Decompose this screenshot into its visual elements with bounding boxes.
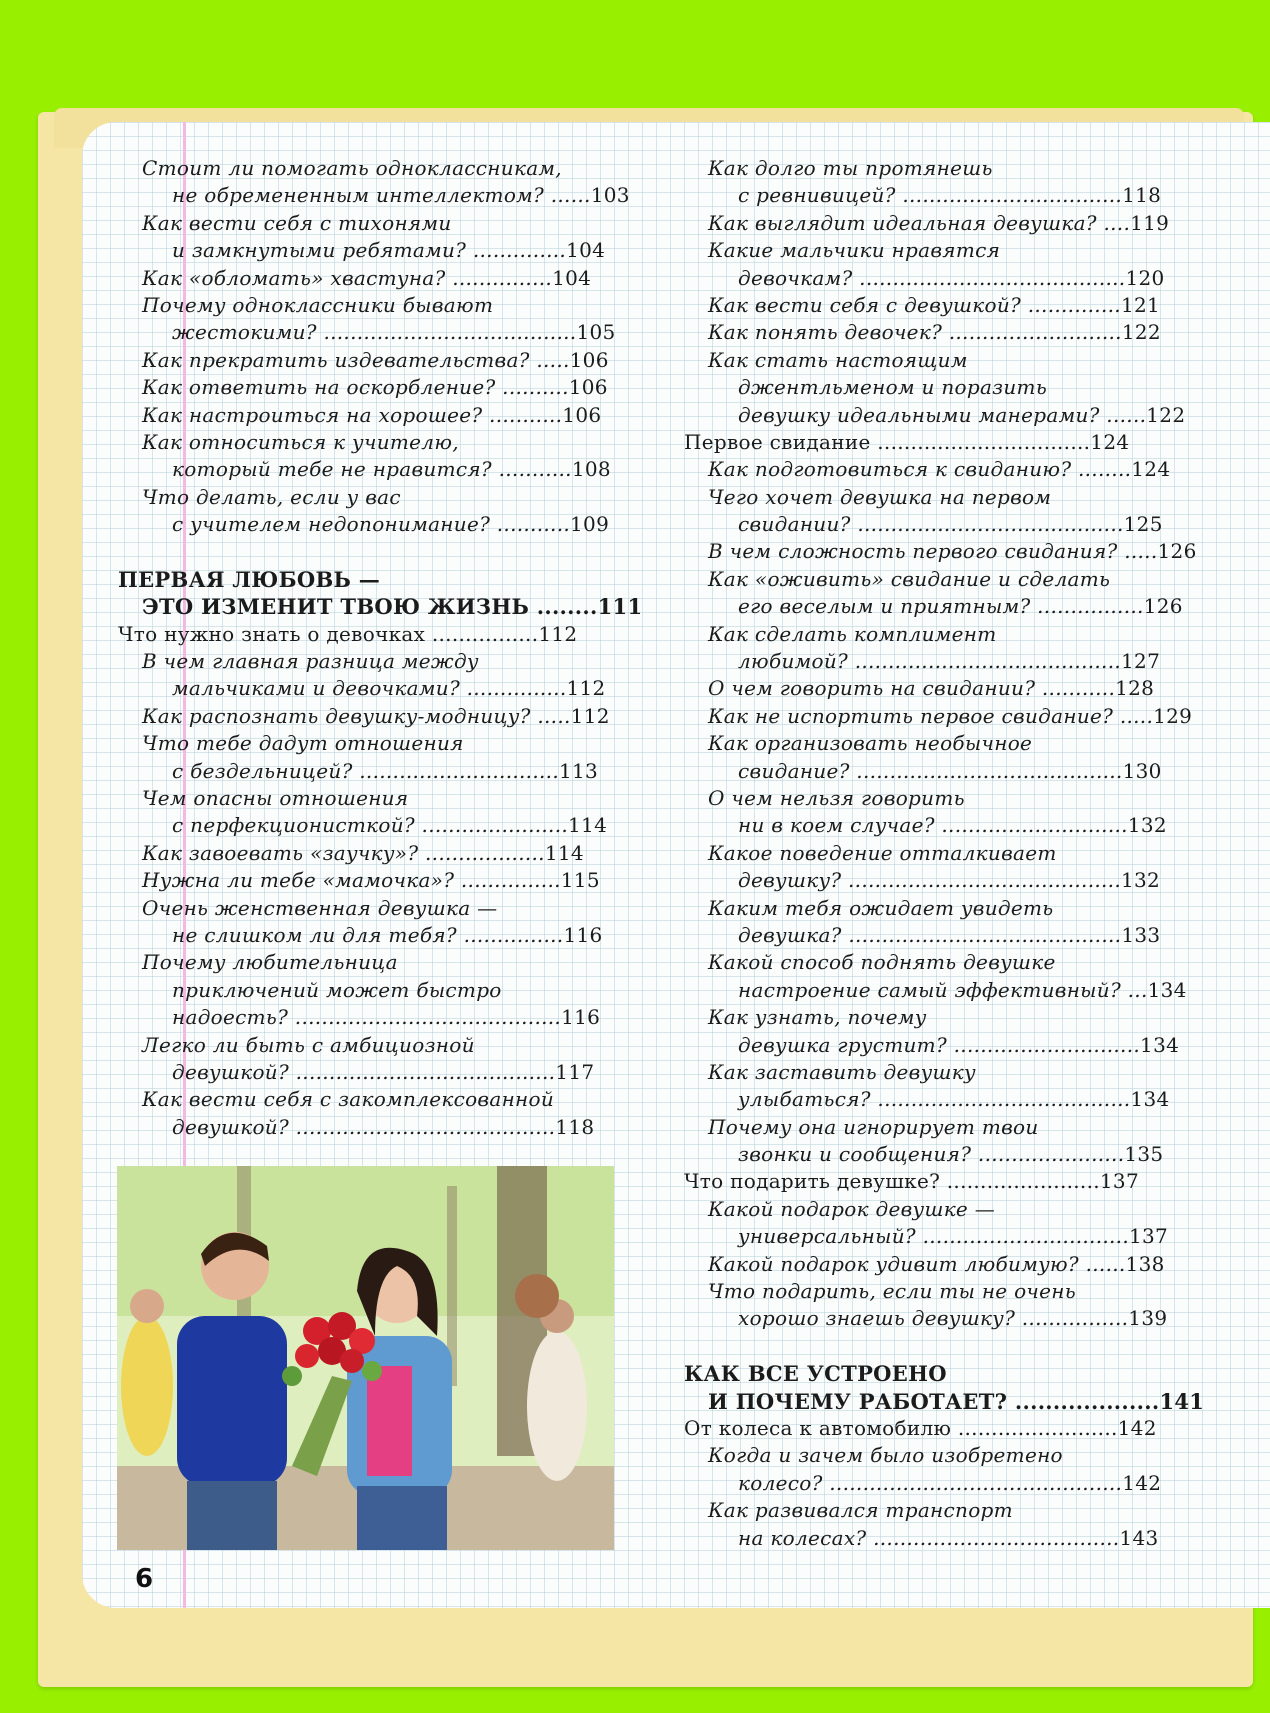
- toc-entry-title: Как стать настоящим: [708, 347, 968, 372]
- toc-entry: [118, 456, 613, 483]
- toc-entry-title: Какой способ поднять девушке: [708, 950, 1056, 975]
- toc-entry-page: 116: [563, 922, 603, 947]
- toc-entry: [118, 730, 613, 757]
- toc-entry-page: 134: [1140, 1032, 1180, 1057]
- toc-entry: [118, 347, 613, 374]
- toc-entry: [118, 949, 613, 976]
- toc-entry-title: Как относиться к учителю,: [142, 429, 459, 454]
- toc-entry: [684, 374, 1179, 401]
- toc-entry-page: 134: [1130, 1087, 1170, 1112]
- toc-entry-title: Что тебе дадут отношения: [142, 731, 464, 756]
- toc-entry-title: Как ответить на оскорбление? ..........: [142, 375, 569, 400]
- toc-entry-title: Как завоевать «заучку»? ..................: [142, 840, 545, 865]
- toc-entry: [684, 922, 1179, 949]
- toc-entry: [684, 675, 1179, 702]
- toc-entry-title: Как настроиться на хорошее? ...........: [142, 402, 563, 427]
- toc-entry-title: Как понять девочек? ..........................: [708, 320, 1122, 345]
- toc-entry-page: 135: [1124, 1142, 1164, 1167]
- toc-entry: [684, 1114, 1179, 1141]
- toc-entry-title: О чем нельзя говорить: [708, 785, 965, 810]
- toc-entry: [684, 237, 1179, 264]
- toc-entry-title: КАК ВСЕ УСТРОЕНО: [684, 1361, 947, 1387]
- toc-entry-title: колесо? ............................................: [738, 1470, 1123, 1495]
- toc-entry-title: с бездельницей? ..............................: [172, 758, 559, 783]
- toc-entry-title: Чем опасны отношения: [142, 785, 409, 810]
- toc-entry: [118, 922, 613, 949]
- toc-entry-page: 142: [1117, 1415, 1157, 1440]
- toc-entry-title: Как вести себя с тихонями: [142, 210, 452, 235]
- toc-entry: [118, 812, 613, 839]
- toc-entry: [684, 1415, 1179, 1442]
- toc-entry: [684, 812, 1179, 839]
- toc-entry-page: 120: [1125, 265, 1165, 290]
- toc-entry-title: Очень женственная девушка —: [142, 895, 498, 920]
- toc-entry-title: не обремененным интеллектом? ......: [172, 183, 591, 208]
- toc-entry-title: Как развивался транспорт: [708, 1498, 1013, 1523]
- toc-entry-title: Как «обломать» хвастуна? ...............: [142, 265, 553, 290]
- toc-entry-title: на колесах? .....................................: [738, 1525, 1120, 1550]
- toc-entry-page: 103: [590, 183, 630, 208]
- toc-entry: [684, 1442, 1179, 1469]
- toc-entry: [684, 210, 1179, 237]
- toc-entry-title: Какие мальчики нравятся: [708, 238, 1001, 263]
- toc-entry-page: 104: [566, 238, 606, 263]
- toc-entry-title: девушка? .........................................: [738, 922, 1122, 947]
- toc-entry: [118, 511, 613, 538]
- toc-entry-page: 141: [1159, 1388, 1205, 1414]
- toc-entry: [684, 347, 1179, 374]
- toc-entry-page: 138: [1125, 1251, 1165, 1276]
- toc-entry: [684, 949, 1179, 976]
- toc-entry-page: 139: [1128, 1306, 1168, 1331]
- toc-entry-title: девушка грустит? ............................: [738, 1032, 1141, 1057]
- toc-entry-page: 111: [597, 594, 643, 620]
- toc-entry-title: Как подготовиться к свиданию? ........: [708, 457, 1132, 482]
- toc-entry: [684, 1032, 1179, 1059]
- toc-entry-title: ни в коем случае? ............................: [738, 813, 1128, 838]
- toc-entry-title: В чем сложность первого свидания? .....: [708, 539, 1158, 564]
- toc-entry: [118, 210, 613, 237]
- toc-entry: [118, 319, 616, 346]
- toc-entry-title: и замкнутыми ребятами? ..............: [172, 238, 567, 263]
- toc-entry-page: 132: [1120, 868, 1161, 893]
- toc-entry-page: 126: [1143, 594, 1183, 619]
- toc-entry-title: который тебе не нравится? ...........: [172, 457, 572, 482]
- toc-entry-title: Какой подарок удивит любимую? ......: [708, 1251, 1126, 1276]
- toc-entry: [684, 155, 1179, 182]
- toc-entry: [118, 237, 613, 264]
- toc-entry: [684, 867, 1179, 894]
- toc-entry-page: 118: [555, 1114, 595, 1139]
- toc-entry-title: И ПОЧЕМУ РАБОТАЕТ? ...................: [708, 1388, 1160, 1414]
- toc-entry: [118, 566, 613, 593]
- toc-entry: [684, 292, 1179, 319]
- toc-entry-page: 133: [1121, 922, 1161, 947]
- toc-entry-title: Первое свидание ................................: [684, 429, 1091, 454]
- toc-entry: [118, 1032, 613, 1059]
- toc-entry-title: свидание? ........................................: [738, 758, 1123, 783]
- toc-entry-title: Что нужно знать о девочках ................: [118, 621, 539, 646]
- toc-entry-title: с ревнивицей? .................................: [738, 183, 1123, 208]
- toc-entry: [684, 265, 1179, 292]
- toc-left-column: [118, 155, 643, 1141]
- toc-entry: [118, 182, 630, 209]
- toc-entry: [118, 402, 613, 429]
- toc-entry-title: О чем говорить на свидании? ...........: [708, 676, 1116, 701]
- toc-entry-title: с учителем недопонимание? ...........: [172, 512, 571, 537]
- toc-entry-title: джентльменом и поразить: [738, 375, 1048, 400]
- toc-entry-page: 109: [570, 512, 610, 537]
- toc-entry: [118, 1059, 613, 1086]
- toc-entry: [684, 1223, 1179, 1250]
- page-number: 6: [135, 1564, 154, 1594]
- toc-entry: [684, 648, 1179, 675]
- toc-entry: [684, 511, 1179, 538]
- toc-entry-title: Как организовать необычное: [708, 731, 1033, 756]
- toc-entry-page: 118: [1122, 183, 1162, 208]
- toc-entry-title: Как вести себя с девушкой? ..............: [708, 292, 1121, 317]
- toc-entry: [684, 319, 1179, 346]
- toc-entry-title: Как вести себя с закомплексованной: [142, 1087, 555, 1112]
- toc-entry: [118, 1004, 613, 1031]
- toc-entry: [118, 675, 613, 702]
- toc-entry-page: 124: [1090, 429, 1130, 454]
- toc-entry: [684, 1278, 1179, 1305]
- toc-entry-page: 112: [570, 703, 610, 728]
- toc-entry: [118, 155, 613, 182]
- toc-right-column: [684, 155, 1205, 1552]
- toc-entry-page: 137: [1129, 1224, 1169, 1249]
- toc-entry-title: звонки и сообщения? ......................: [738, 1142, 1125, 1167]
- toc-entry-title: хорошо знаешь девушку? ................: [738, 1306, 1129, 1331]
- toc-entry-title: Каким тебя ожидает увидеть: [708, 895, 1054, 920]
- toc-entry: [684, 730, 1179, 757]
- toc-entry-title: Как выглядит идеальная девушка? ....: [708, 210, 1131, 235]
- toc-entry: [684, 593, 1183, 620]
- toc-entry: [684, 977, 1187, 1004]
- toc-entry: [684, 456, 1179, 483]
- toc-entry: [684, 840, 1179, 867]
- toc-entry-title: Как «оживить» свидание и сделать: [708, 566, 1111, 591]
- toc-entry: [118, 1114, 613, 1141]
- photo-illustration: [117, 1166, 614, 1550]
- toc-entry-title: девочкам? ........................................: [738, 265, 1126, 290]
- toc-entry-page: 114: [544, 840, 584, 865]
- toc-spacer: [684, 1333, 1179, 1360]
- toc-entry-title: Как сделать комплимент: [708, 621, 997, 646]
- toc-entry-page: 132: [1127, 813, 1167, 838]
- toc-entry: [684, 1251, 1179, 1278]
- toc-entry-title: ЭТО ИЗМЕНИТ ТВОЮ ЖИЗНЬ ........: [142, 594, 598, 620]
- photo-couple-with-roses: [117, 1166, 614, 1550]
- toc-entry-page: 122: [1146, 402, 1186, 427]
- toc-entry: [684, 1470, 1179, 1497]
- toc-entry-title: Какой подарок девушке —: [708, 1196, 996, 1221]
- toc-entry-page: 137: [1099, 1169, 1139, 1194]
- toc-entry-title: В чем главная разница между: [142, 649, 479, 674]
- toc-entry-page: 113: [558, 758, 599, 783]
- toc-entry: [684, 785, 1179, 812]
- toc-entry-title: Стоит ли помогать одноклассникам,: [142, 156, 562, 180]
- toc-entry: [684, 429, 1179, 456]
- toc-entry-title: не слишком ли для тебя? ...............: [172, 922, 564, 947]
- toc-entry-page: 106: [568, 375, 608, 400]
- toc-entry: [684, 1305, 1179, 1332]
- toc-entry: [684, 1059, 1179, 1086]
- toc-entry-page: 143: [1119, 1525, 1159, 1550]
- toc-entry: [684, 1525, 1179, 1552]
- toc-entry-title: Почему одноклассники бывают: [142, 292, 494, 317]
- toc-entry-page: 106: [562, 402, 602, 427]
- toc-entry: [118, 648, 613, 675]
- toc-entry-title: Что делать, если у вас: [142, 484, 401, 509]
- toc-entry-page: 134: [1147, 977, 1187, 1002]
- toc-entry: [118, 292, 613, 319]
- toc-entry: [684, 1141, 1179, 1168]
- toc-entry-title: Какое поведение отталкивает: [708, 840, 1057, 865]
- toc-entry-title: мальчиками и девочками? ...............: [172, 676, 567, 701]
- toc-entry: [684, 1086, 1179, 1113]
- toc-entry-title: Что подарить девушке? .......................: [684, 1169, 1100, 1194]
- toc-entry: [684, 1168, 1179, 1195]
- toc-entry: [118, 593, 643, 620]
- toc-entry-page: 129: [1153, 703, 1193, 728]
- toc-entry: [118, 840, 613, 867]
- toc-entry-page: 121: [1120, 292, 1161, 317]
- toc-entry-title: любимой? ........................................: [738, 649, 1122, 674]
- toc-entry: [684, 538, 1197, 565]
- toc-entry: [118, 374, 613, 401]
- toc-entry-title: с перфекционисткой? ......................: [172, 813, 569, 838]
- toc-entry: [684, 621, 1179, 648]
- toc-entry-title: Почему она игнорирует твои: [708, 1114, 1039, 1139]
- toc-entry-title: Как долго ты протянешь: [708, 156, 993, 180]
- toc-entry-title: улыбаться? ......................................: [738, 1087, 1131, 1112]
- toc-entry-page: 108: [571, 457, 611, 482]
- toc-entry-title: его веселым и приятным? ................: [738, 594, 1144, 619]
- toc-entry-title: Чего хочет девушка на первом: [708, 484, 1052, 509]
- toc-entry-page: 105: [576, 320, 616, 345]
- toc-entry-title: Когда и зачем было изобретено: [708, 1443, 1063, 1468]
- toc-entry-page: 128: [1115, 676, 1155, 701]
- toc-entry-title: Что подарить, если ты не очень: [708, 1279, 1076, 1304]
- toc-entry-title: универсальный? ...............................: [738, 1224, 1129, 1249]
- toc-entry: [118, 758, 613, 785]
- toc-entry-title: настроение самый эффективный? ...: [738, 977, 1148, 1002]
- toc-entry-page: 112: [538, 621, 578, 646]
- toc-entry: [118, 785, 613, 812]
- toc-entry-page: 124: [1131, 457, 1171, 482]
- toc-entry-title: От колеса к автомобилю ........................: [684, 1415, 1118, 1440]
- toc-entry-title: девушку идеальными манерами? ......: [738, 402, 1147, 427]
- toc-entry-page: 130: [1122, 758, 1162, 783]
- toc-entry-page: 116: [561, 1005, 601, 1030]
- toc-entry-title: Как распознать девушку-модницу? .....: [142, 703, 571, 728]
- toc-entry-page: 104: [552, 265, 592, 290]
- toc-entry-title: Как узнать, почему: [708, 1005, 927, 1030]
- toc-entry: [118, 977, 613, 1004]
- toc-entry: [684, 1388, 1205, 1415]
- toc-entry-title: девушку? .........................................: [738, 868, 1121, 893]
- toc-entry-page: 127: [1121, 649, 1161, 674]
- toc-entry-title: девушкой? .......................................: [172, 1059, 556, 1084]
- toc-entry-title: надоесть? ........................................: [172, 1005, 562, 1030]
- toc-spacer: [118, 538, 613, 565]
- toc-entry: [684, 402, 1186, 429]
- toc-entry: [118, 895, 613, 922]
- toc-entry-title: ПЕРВАЯ ЛЮБОВЬ —: [118, 566, 381, 592]
- toc-entry: [118, 867, 613, 894]
- toc-entry-page: 142: [1122, 1470, 1162, 1495]
- toc-entry-page: 114: [568, 813, 608, 838]
- toc-entry-title: Легко ли быть с амбициозной: [142, 1032, 475, 1057]
- toc-entry: [118, 1086, 613, 1113]
- toc-entry: [684, 1004, 1179, 1031]
- toc-entry: [684, 703, 1193, 730]
- toc-entry-page: 106: [569, 347, 609, 372]
- toc-entry: [118, 265, 613, 292]
- toc-entry-title: жестокими? ......................................: [172, 320, 577, 345]
- toc-entry-title: Как не испортить первое свидание? .....: [708, 703, 1154, 728]
- toc-entry: [118, 429, 613, 456]
- toc-entry-title: Нужна ли тебе «мамочка»? ...............: [142, 868, 561, 893]
- toc-entry-title: Как прекратить издевательства? .....: [142, 347, 570, 372]
- toc-entry-title: Как заставить девушку: [708, 1059, 976, 1084]
- toc-entry: [684, 758, 1179, 785]
- toc-entry: [684, 1497, 1179, 1524]
- toc-entry: [118, 621, 613, 648]
- toc-entry: [684, 1360, 1179, 1387]
- toc-entry: [684, 895, 1179, 922]
- toc-entry: [684, 484, 1179, 511]
- toc-entry-page: 126: [1157, 539, 1197, 564]
- toc-entry-title: свидании? ........................................: [738, 512, 1124, 537]
- toc-entry: [684, 1196, 1179, 1223]
- toc-entry-page: 119: [1130, 210, 1170, 235]
- toc-entry-page: 122: [1121, 320, 1161, 345]
- toc-entry-page: 112: [566, 676, 606, 701]
- toc-entry-title: Почему любительница: [142, 950, 398, 975]
- toc-entry-page: 125: [1123, 512, 1163, 537]
- toc-entry-page: 115: [560, 868, 600, 893]
- toc-entry: [684, 566, 1179, 593]
- toc-entry-title: приключений может быстро: [172, 977, 502, 1002]
- toc-entry: [118, 703, 613, 730]
- toc-entry-title: девушкой? .......................................: [172, 1114, 556, 1139]
- toc-entry: [118, 484, 613, 511]
- toc-entry-page: 117: [555, 1059, 595, 1084]
- toc-entry: [684, 182, 1179, 209]
